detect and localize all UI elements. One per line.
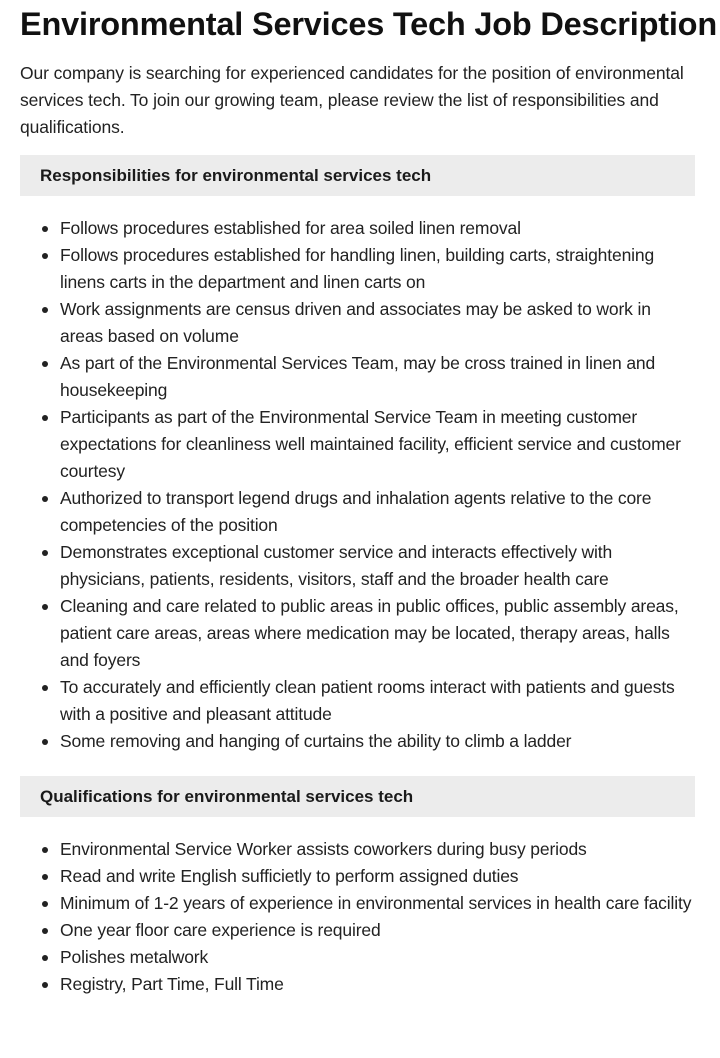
list-item-text: Read and write English sufficietly to perform assigned duties <box>60 866 519 886</box>
list-item-text: Minimum of 1-2 years of experience in environmental services in health care facility <box>60 893 692 913</box>
list-item <box>20 242 695 296</box>
list-item-text: Demonstrates exceptional customer service and interacts effectively with physicians, patients, residents, visitors, staff and the broader health care <box>60 542 613 589</box>
list-item <box>20 404 695 485</box>
list-item-text: Follows procedures established for area soiled linen removal <box>60 218 521 238</box>
list-item-text: Cleaning and care related to public areas in public offices, public assembly areas, patient care areas, areas where medication may be located, therapy areas, halls and foyers <box>60 596 679 670</box>
list-item <box>20 917 695 944</box>
qualifications-heading: Qualifications for environmental services tech <box>20 776 695 817</box>
page-title: Environmental Services Tech Job Description <box>20 6 717 42</box>
bullet-icon <box>42 928 48 934</box>
bullet-icon <box>42 874 48 880</box>
list-item-text: Registry, Part Time, Full Time <box>60 974 284 994</box>
list-item-text: Some removing and hanging of curtains the ability to climb a ladder <box>60 731 572 751</box>
job-description-page <box>0 2 720 998</box>
bullet-icon <box>42 496 48 502</box>
list-item-text: Participants as part of the Environmental Service Team in meeting customer expectations for cleanliness well maintained facility, efficient service and customer courtesy <box>60 407 681 481</box>
bullet-icon <box>42 361 48 367</box>
responsibilities-heading: Responsibilities for environmental services tech <box>20 155 695 196</box>
list-item-text: To accurately and efficiently clean patient rooms interact with patients and guests with a positive and pleasant attitude <box>60 677 675 724</box>
bullet-icon <box>42 307 48 313</box>
list-item-text: Authorized to transport legend drugs and inhalation agents relative to the core competencies of the position <box>60 488 652 535</box>
bullet-icon <box>42 982 48 988</box>
list-item <box>20 728 695 755</box>
intro-paragraph: Our company is searching for experienced candidates for the position of environmental services tech. To join our growing team, please review the list of responsibilities and qualifications. <box>20 63 684 137</box>
bullet-icon <box>42 901 48 907</box>
list-item <box>20 674 695 728</box>
list-item-text: Polishes metalwork <box>60 947 209 967</box>
bullet-icon <box>42 955 48 961</box>
bullet-icon <box>42 226 48 232</box>
list-item-text: Follows procedures established for handling linen, building carts, straightening linens carts in the department and linen carts on <box>60 245 655 292</box>
list-item <box>20 296 695 350</box>
bullet-icon <box>42 415 48 421</box>
list-item <box>20 350 695 404</box>
qualifications-list <box>20 836 695 998</box>
list-item <box>20 485 695 539</box>
bullet-icon <box>42 253 48 259</box>
bullet-icon <box>42 604 48 610</box>
list-item <box>20 215 695 242</box>
list-item <box>20 890 695 917</box>
list-item <box>20 944 695 971</box>
responsibilities-list <box>20 215 695 755</box>
bullet-icon <box>42 847 48 853</box>
list-item-text: One year floor care experience is required <box>60 920 381 940</box>
list-item-text: Work assignments are census driven and associates may be asked to work in areas based on volume <box>60 299 651 346</box>
list-item-text: As part of the Environmental Services Team, may be cross trained in linen and housekeeping <box>60 353 656 400</box>
bullet-icon <box>42 739 48 745</box>
list-item <box>20 593 695 674</box>
list-item <box>20 971 695 998</box>
bullet-icon <box>42 685 48 691</box>
list-item <box>20 836 695 863</box>
list-item <box>20 863 695 890</box>
list-item-text: Environmental Service Worker assists coworkers during busy periods <box>60 839 587 859</box>
list-item <box>20 539 695 593</box>
bullet-icon <box>42 550 48 556</box>
